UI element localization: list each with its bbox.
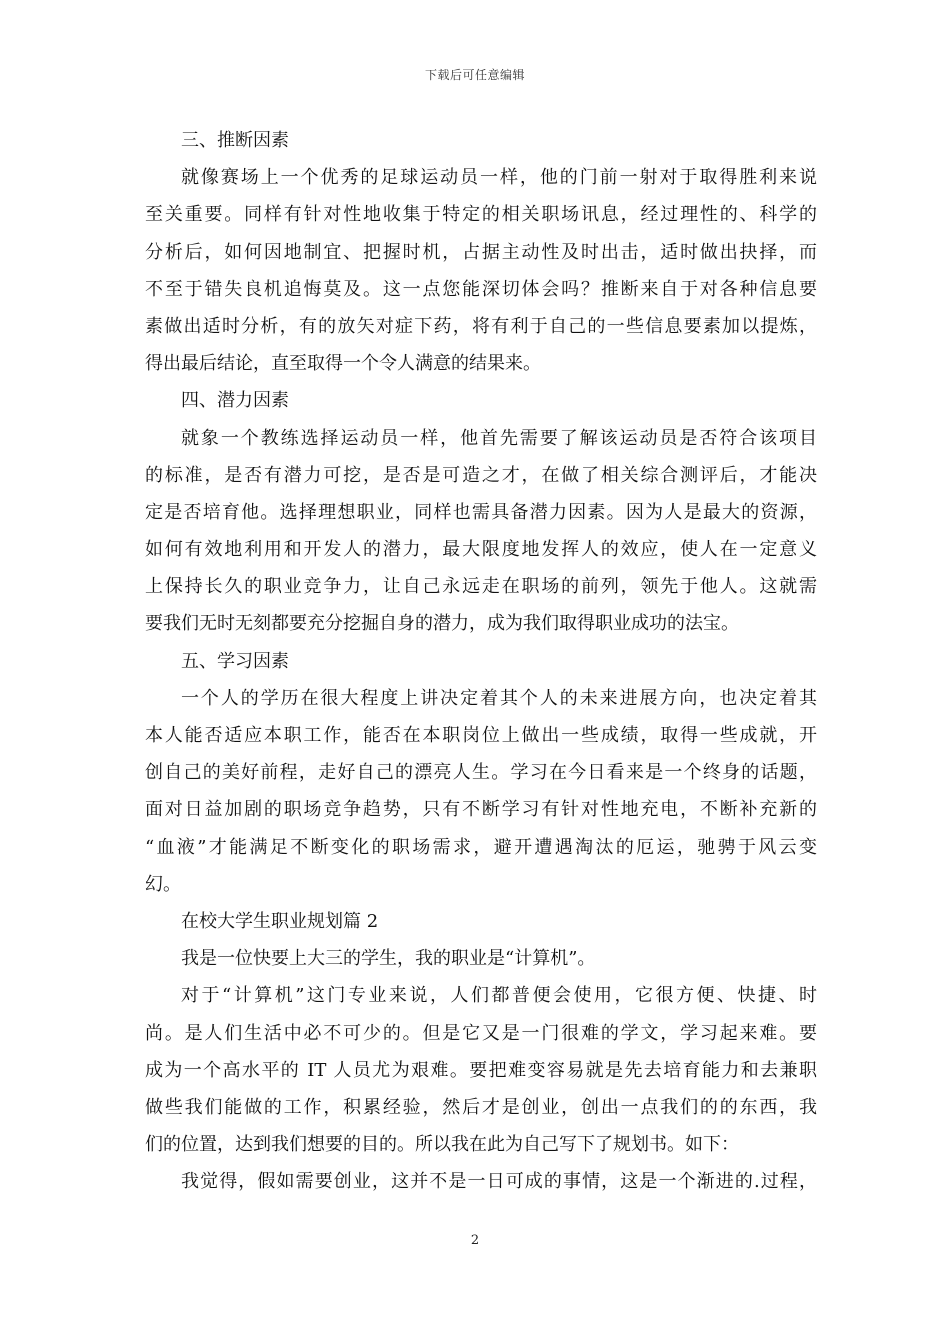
paragraph-line: 分析后，如何因地制宜、把握时机，占据主动性及时出击，适时做出抉择，而: [145, 241, 817, 263]
paragraph-line: 不至于错失良机追悔莫及。这一点您能深切体会吗？推断来自于对各种信息要: [145, 278, 817, 300]
document-body: [145, 122, 817, 1200]
paragraph-line: 幻。: [145, 873, 181, 895]
paragraph-line: 素做出适时分析，有的放矢对症下药，将有利于自己的一些信息要素加以提炼，: [145, 315, 817, 337]
paragraph-line: 就象一个教练选择运动员一样，他首先需要了解该运动员是否符合该项目: [181, 427, 817, 449]
paragraph-line: 面对日益加剧的职场竞争趋势，只有不断学习有针对性地充电，不断补充新的: [145, 799, 817, 821]
paragraph-line: 成为一个高水平的 IT 人员尤为艰难。要把难变容易就是先去培育能力和去兼职: [145, 1059, 817, 1081]
section-heading-learning: 五、学习因素: [181, 650, 289, 672]
paragraph-line: 上保持长久的职业竞争力，让自己永远走在职场的前列，领先于他人。这就需: [145, 576, 817, 598]
paragraph-line: 的标准，是否有潜力可挖，是否是可造之才，在做了相关综合测评后，才能决: [145, 464, 817, 486]
paragraph-line: 做些我们能做的工作，积累经验，然后才是创业，创出一点我们的的东西，我: [145, 1096, 817, 1118]
paragraph-line: “血液”才能满足不断变化的职场需求，避开遭遇淘汰的厄运，驰骋于风云变: [145, 836, 817, 858]
paragraph-line: 们的位置，达到我们想要的目的。所以我在此为自己写下了规划书。如下：: [145, 1134, 739, 1156]
section-heading-potential: 四、潜力因素: [181, 390, 289, 412]
article-subtitle: 在校大学生职业规划篇 2: [181, 910, 379, 932]
paragraph-line: 我是一位快要上大三的学生，我的职业是“计算机”。: [181, 948, 596, 970]
paragraph-line: 创自己的美好前程，走好自己的漂亮人生。学习在今日看来是一个终身的话题，: [145, 762, 817, 784]
paragraph-line: 至关重要。同样有针对性地收集于特定的相关职场讯息，经过理性的、科学的: [145, 204, 817, 226]
paragraph-line: 定是否培育他。选择理想职业，同样也需具备潜力因素。因为人是最大的资源，: [145, 501, 817, 523]
paragraph-line: 如何有效地利用和开发人的潜力，最大限度地发挥人的效应，使人在一定意义: [145, 539, 817, 561]
paragraph-line: 本人能否适应本职工作，能否在本职岗位上做出一些成绩，取得一些成就，开: [145, 725, 817, 746]
paragraph-line: 对于“计算机”这门专业来说，人们都普便会使用，它很方便、快捷、时: [181, 985, 817, 1007]
paragraph-line: 一个人的学历在很大程度上讲决定着其个人的未来进展方向，也决定着其: [181, 687, 817, 709]
paragraph-line: 得出最后结论，直至取得一个令人满意的结果来。: [145, 353, 541, 375]
paragraph-line: 要我们无时无刻都要充分挖掘自身的潜力，成为我们取得职业成功的法宝。: [145, 613, 739, 635]
paragraph-line: 就像赛场上一个优秀的足球运动员一样，他的门前一射对于取得胜利来说: [181, 167, 817, 189]
paragraph-line: 我觉得，假如需要创业，这并不是一日可成的事情，这是一个渐进的.过程，: [181, 1171, 817, 1193]
paragraph-line: 尚。是人们生活中必不可少的。但是它又是一门很难的学文，学习起来难。要: [145, 1022, 817, 1044]
section-heading-judgment: 三、推断因素: [181, 130, 289, 151]
page-number: 2: [470, 1233, 480, 1248]
page-header: 下载后可任意编辑: [424, 68, 525, 82]
